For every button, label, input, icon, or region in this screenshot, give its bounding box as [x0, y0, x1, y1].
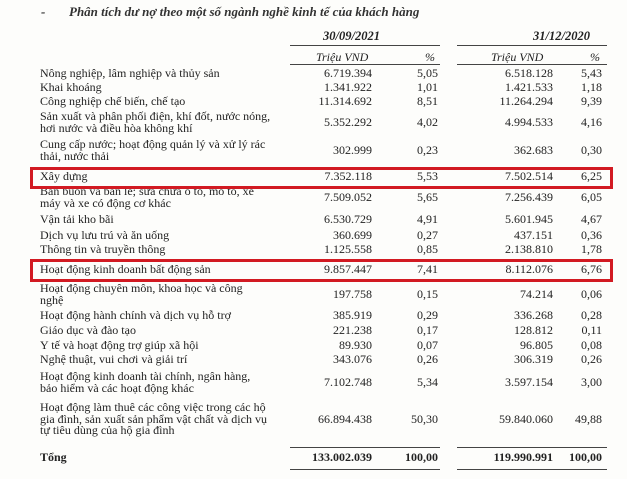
- pct-label-1: %: [425, 50, 435, 64]
- pct-2020: 0,28: [581, 308, 602, 322]
- row-label: Nghệ thuật, vui chơi và giải trí: [40, 352, 188, 366]
- value-2020: 4.994.533: [505, 114, 553, 129]
- pct-2021: 8,51: [417, 94, 438, 108]
- pct-2021: 1,01: [417, 80, 438, 94]
- value-2020: 96.805: [520, 338, 553, 352]
- column-date-2: 31/12/2020: [533, 29, 590, 43]
- pct-2021: 50,30: [411, 411, 438, 426]
- unit-label-1: Triệu VND: [316, 50, 369, 64]
- total-pct-1: 100,00: [405, 450, 438, 464]
- value-2021: 343.076: [333, 352, 372, 366]
- total-rule-bottom-2: [457, 469, 607, 470]
- value-2020: 7.256.439: [505, 189, 553, 204]
- total-label: Tổng: [40, 450, 67, 464]
- value-2020: 7.502.514: [505, 169, 553, 183]
- value-2020: 128.812: [514, 323, 553, 337]
- subheader-rule-1: [290, 64, 440, 65]
- highlight-box-construction: [30, 167, 613, 189]
- pct-2021: 0,15: [417, 286, 438, 301]
- value-2020: 437.151: [514, 228, 553, 242]
- value-2020: 2.138.810: [505, 242, 553, 256]
- value-2021: 66.894.438: [318, 411, 372, 426]
- value-2021: 7.102.748: [324, 374, 372, 389]
- total-rule-top-1: [290, 447, 440, 448]
- row-label: Nông nghiệp, lâm nghiệp và thủy sản: [40, 66, 220, 80]
- pct-2020: 5,43: [581, 66, 602, 80]
- row-label: Hoạt động hành chính và dịch vụ hỗ trợ: [40, 308, 231, 322]
- highlight-box-real-estate: [30, 259, 613, 282]
- pct-2021: 5,53: [417, 169, 438, 183]
- row-label: Xây dựng: [40, 169, 88, 183]
- pct-2021: 5,65: [417, 189, 438, 204]
- value-2020: 74.214: [520, 286, 553, 301]
- value-2021: 5.352.292: [324, 114, 372, 129]
- pct-2020: 6,25: [581, 169, 602, 183]
- value-2021: 6.719.394: [324, 66, 372, 80]
- value-2021: 11.314.692: [318, 94, 372, 108]
- pct-2021: 0,27: [417, 228, 438, 242]
- value-2020: 8.112.076: [505, 262, 553, 276]
- pct-2020: 0,36: [581, 228, 602, 242]
- pct-2021: 4,02: [417, 114, 438, 129]
- pct-2020: 3,00: [581, 374, 602, 389]
- pct-2020: 4,16: [581, 114, 602, 129]
- value-2021: 7.509.052: [324, 189, 372, 204]
- value-2021: 302.999: [333, 142, 372, 157]
- value-2021: 7.352.118: [324, 169, 372, 183]
- row-label: Y tế và hoạt động trợ giúp xã hội: [40, 338, 199, 352]
- value-2021: 1.125.558: [324, 242, 372, 256]
- column-date-1: 30/09/2021: [323, 29, 380, 43]
- pct-2020: 0,06: [581, 286, 602, 301]
- pct-2020: 9,39: [581, 94, 602, 108]
- pct-2021: 7,41: [417, 262, 438, 276]
- pct-2021: 0,17: [417, 323, 438, 337]
- header-rule-2: [457, 45, 607, 46]
- unit-label-2: Triệu VND: [491, 50, 544, 64]
- pct-2021: 4,91: [417, 212, 438, 226]
- total-value-1: 133.002.039: [312, 450, 372, 464]
- pct-2021: 0,85: [417, 242, 438, 256]
- value-2020: 5.601.945: [505, 212, 553, 226]
- row-label: Hoạt động kinh doanh tài chính, ngân hàng, bảo hiểm và các hoạt động khác: [40, 369, 251, 395]
- row-label: Hoạt động kinh doanh bất động sản: [40, 262, 211, 276]
- subheader-rule-2: [457, 64, 607, 65]
- value-2020: 306.319: [514, 352, 553, 366]
- value-2020: 362.683: [514, 142, 553, 157]
- pct-2020: 0,30: [581, 142, 602, 157]
- total-pct-2: 100,00: [569, 450, 602, 464]
- pct-2021: 0,23: [417, 142, 438, 157]
- row-label: Giáo dục và đào tạo: [40, 323, 136, 337]
- total-rule-top-2: [457, 447, 607, 448]
- total-value-2: 119.990.991: [493, 450, 553, 464]
- row-label: Vận tải kho bãi: [40, 212, 114, 226]
- value-2020: 59.840.060: [499, 411, 553, 426]
- total-rule-bottom-1: [290, 469, 440, 470]
- pct-2021: 5,34: [417, 374, 438, 389]
- value-2020: 336.268: [514, 308, 553, 322]
- value-2020: 1.421.533: [505, 80, 553, 94]
- row-label: Hoạt động chuyên môn, khoa học và công nghệ: [40, 281, 243, 307]
- pct-2020: 6,76: [581, 262, 602, 276]
- pct-2020: 1,18: [581, 80, 602, 94]
- pct-2020: 6,05: [581, 189, 602, 204]
- row-label: Thông tin và truyền thông: [40, 242, 166, 256]
- pct-2021: 0,26: [417, 352, 438, 366]
- value-2021: 197.758: [333, 286, 372, 301]
- pct-2020: 0,26: [581, 352, 602, 366]
- pct-label-2: %: [590, 50, 600, 64]
- value-2021: 221.238: [333, 323, 372, 337]
- value-2020: 11.264.294: [499, 94, 553, 108]
- value-2020: 6.518.128: [505, 66, 553, 80]
- row-label: Dịch vụ lưu trú và ăn uống: [40, 228, 170, 242]
- row-label: Khai khoáng: [40, 80, 102, 94]
- pct-2021: 0,07: [417, 338, 438, 352]
- value-2021: 6.530.729: [324, 212, 372, 226]
- value-2021: 1.341.922: [324, 80, 372, 94]
- row-label: Sản xuất và phân phối điện, khí đốt, nước nóng, hơi nước và điều hòa không khí: [40, 109, 271, 135]
- row-label: Hoạt động làm thuê các công việc trong các hộ gia đình, sản xuất sản phẩm vật chất và dịch vụ tự tiêu dùng của hộ gia đình: [40, 400, 267, 437]
- pct-2021: 0,29: [417, 308, 438, 322]
- pct-2020: 1,78: [581, 242, 602, 256]
- value-2020: 3.597.154: [505, 374, 553, 389]
- header-rule-1: [290, 45, 440, 46]
- row-label: Bán buôn và bán lẻ; sửa chữa ô tô, mô tô, xe máy và xe có động cơ khác: [40, 184, 254, 210]
- value-2021: 89.930: [339, 338, 372, 352]
- value-2021: 9.857.447: [324, 262, 372, 276]
- pct-2021: 5,05: [417, 66, 438, 80]
- value-2021: 360.699: [333, 228, 372, 242]
- pct-2020: 49,88: [575, 411, 602, 426]
- section-heading: - Phân tích dư nợ theo một số ngành nghề kinh tế của khách hàng: [41, 4, 420, 19]
- value-2021: 385.919: [333, 308, 372, 322]
- row-label: Công nghiệp chế biến, chế tạo: [40, 94, 186, 108]
- pct-2020: 0,11: [581, 323, 602, 337]
- row-label: Cung cấp nước; hoạt động quản lý và xử lý rác thải, nước thải: [40, 137, 266, 163]
- pct-2020: 0,08: [581, 338, 602, 352]
- pct-2020: 4,67: [581, 212, 602, 226]
